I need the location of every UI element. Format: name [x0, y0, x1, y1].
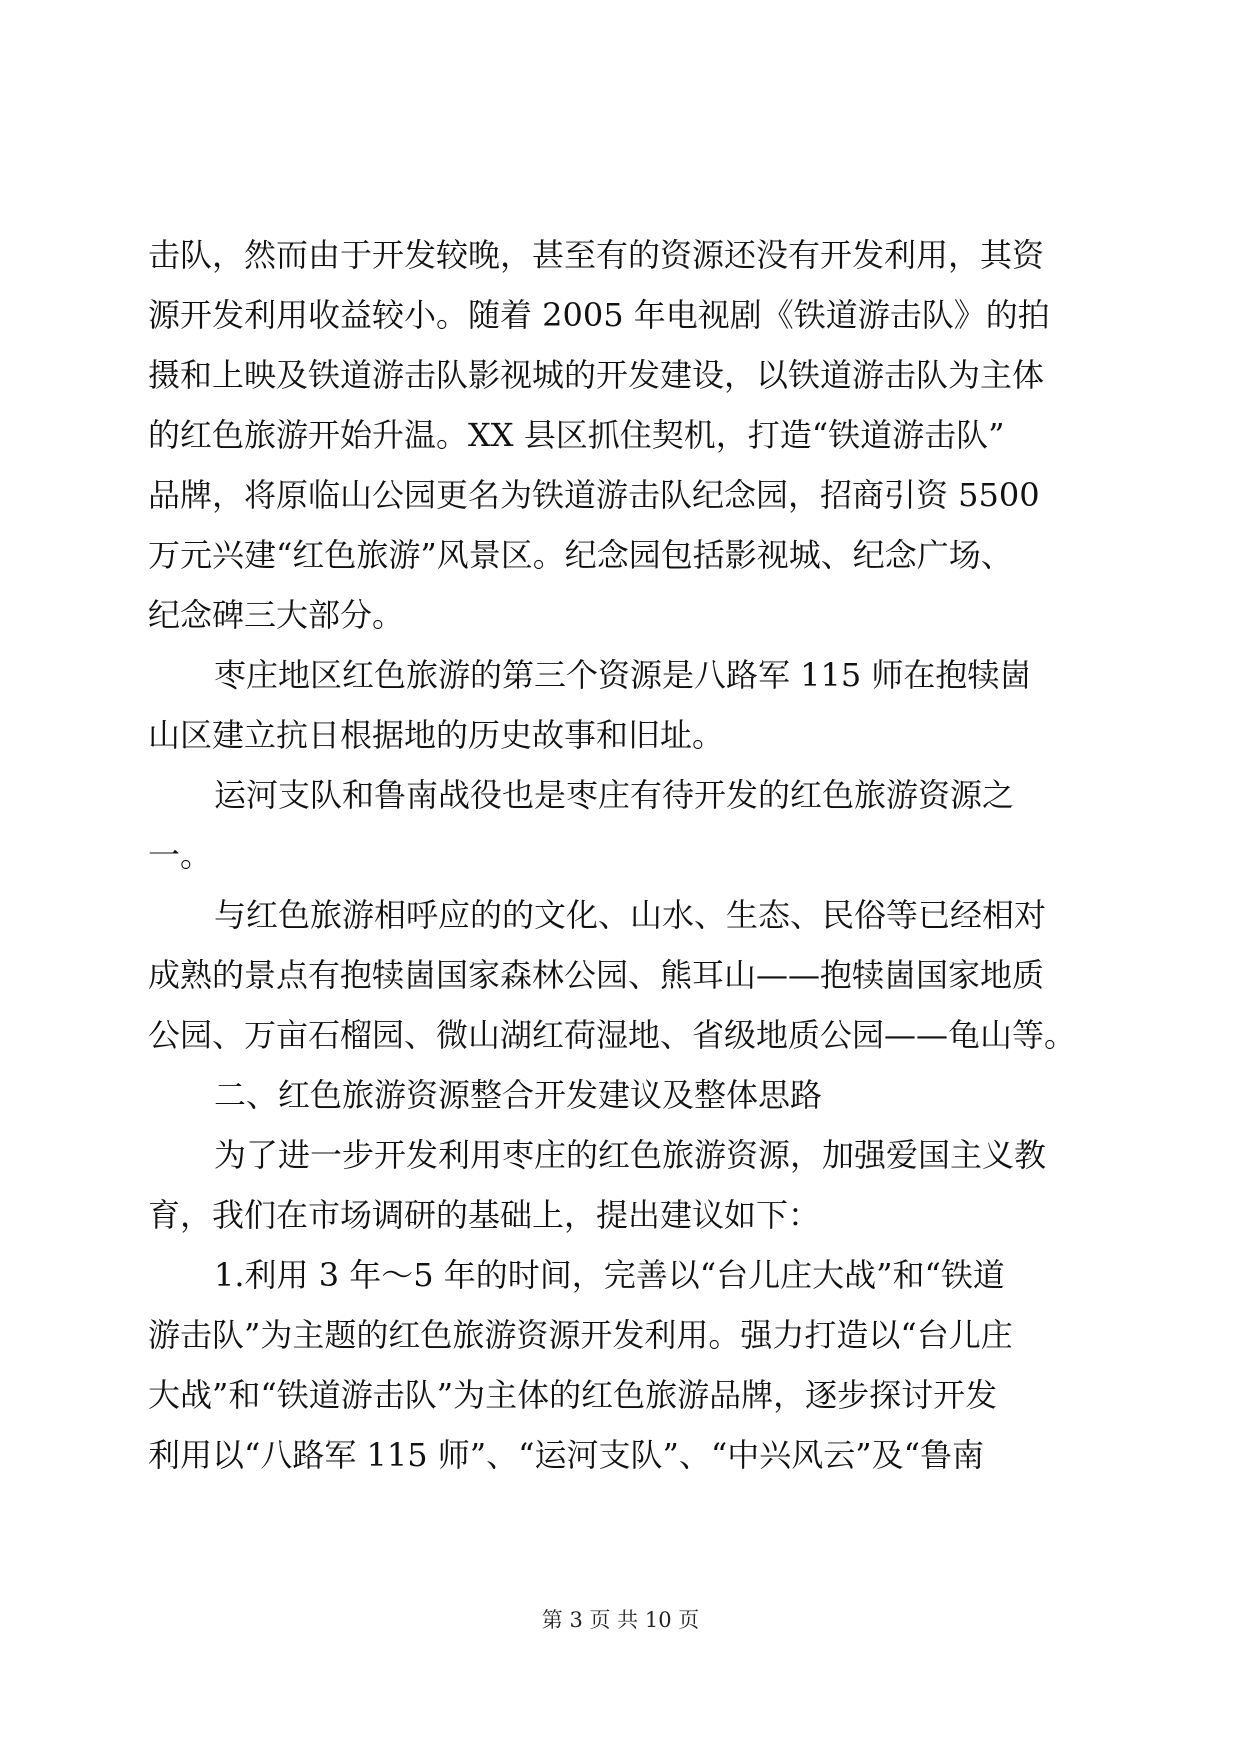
text-line: [0, 705, 1241, 765]
line-text: 与红色旅游相呼应的的文化、山水、生态、民俗等已经相对: [214, 896, 1047, 934]
paragraph-first-line: [0, 1125, 1241, 1185]
line-text: 利用以“八路军 115 师”、“运河支队”、“中兴风云”及“鲁南: [148, 1436, 984, 1474]
line-text: 万元兴建“红色旅游”风景区。纪念园包括影视城、纪念广场、: [148, 536, 1013, 574]
text-line: [0, 345, 1241, 405]
text-line: [0, 945, 1241, 1005]
line-text: 大战”和“铁道游击队”为主体的红色旅游品牌，逐步探讨开发: [148, 1376, 998, 1414]
text-line: [0, 1185, 1241, 1245]
page-number: 第 3 页 共 10 页: [541, 1608, 700, 1632]
text-line: [0, 1005, 1241, 1065]
paragraph-first-line: [0, 1245, 1241, 1305]
line-text: 育，我们在市场调研的基础上，提出建议如下：: [148, 1196, 821, 1234]
line-text: 1.利用 3 年～5 年的时间，完善以“台儿庄大战”和“铁道: [214, 1256, 1005, 1294]
line-text: 的红色旅游开始升温。XX 县区抓住契机，打造“铁道游击队”: [148, 416, 1005, 454]
line-text: 摄和上映及铁道游击队影视城的开发建设，以铁道游击队为主体: [148, 356, 1045, 394]
heading-text: 二、红色旅游资源整合开发建议及整体思路: [214, 1076, 823, 1114]
line-text: 运河支队和鲁南战役也是枣庄有待开发的红色旅游资源之: [214, 776, 1015, 814]
line-text: 游击队”为主题的红色旅游资源开发利用。强力打造以“台儿庄: [148, 1316, 1013, 1354]
page-footer: [0, 1605, 1241, 1635]
paragraph-first-line: [0, 765, 1241, 825]
paragraph-first-line: [0, 645, 1241, 705]
text-line: [0, 285, 1241, 345]
section-heading: [0, 1065, 1241, 1125]
line-text: 公园、万亩石榴园、微山湖红荷湿地、省级地质公园——龟山等。: [148, 1016, 1077, 1054]
text-line: [0, 405, 1241, 465]
line-text: 品牌，将原临山公园更名为铁道游击队纪念园，招商引资 5500: [148, 476, 1040, 514]
line-text: 枣庄地区红色旅游的第三个资源是八路军 115 师在抱犊崮: [214, 656, 1032, 694]
text-line: [0, 585, 1241, 645]
text-line: [0, 1305, 1241, 1365]
text-line: [0, 465, 1241, 525]
line-text: 山区建立抗日根据地的历史故事和旧址。: [148, 716, 725, 754]
paragraph-first-line: [0, 885, 1241, 945]
line-text: 成熟的景点有抱犊崮国家森林公园、熊耳山——抱犊崮国家地质: [148, 956, 1045, 994]
text-line: [0, 825, 1241, 885]
text-line: [0, 1365, 1241, 1425]
text-line: [0, 525, 1241, 585]
line-text: 为了进一步开发利用枣庄的红色旅游资源，加强爱国主义教: [214, 1136, 1047, 1174]
line-text: 击队，然而由于开发较晚，甚至有的资源还没有开发利用，其资: [148, 236, 1045, 274]
text-line: [0, 1425, 1241, 1485]
line-text: 一。: [148, 836, 213, 874]
line-text: 源开发利用收益较小。随着 2005 年电视剧《铁道游击队》的拍: [148, 296, 1050, 334]
text-line: [0, 225, 1241, 285]
line-text: 纪念碑三大部分。: [148, 596, 405, 634]
